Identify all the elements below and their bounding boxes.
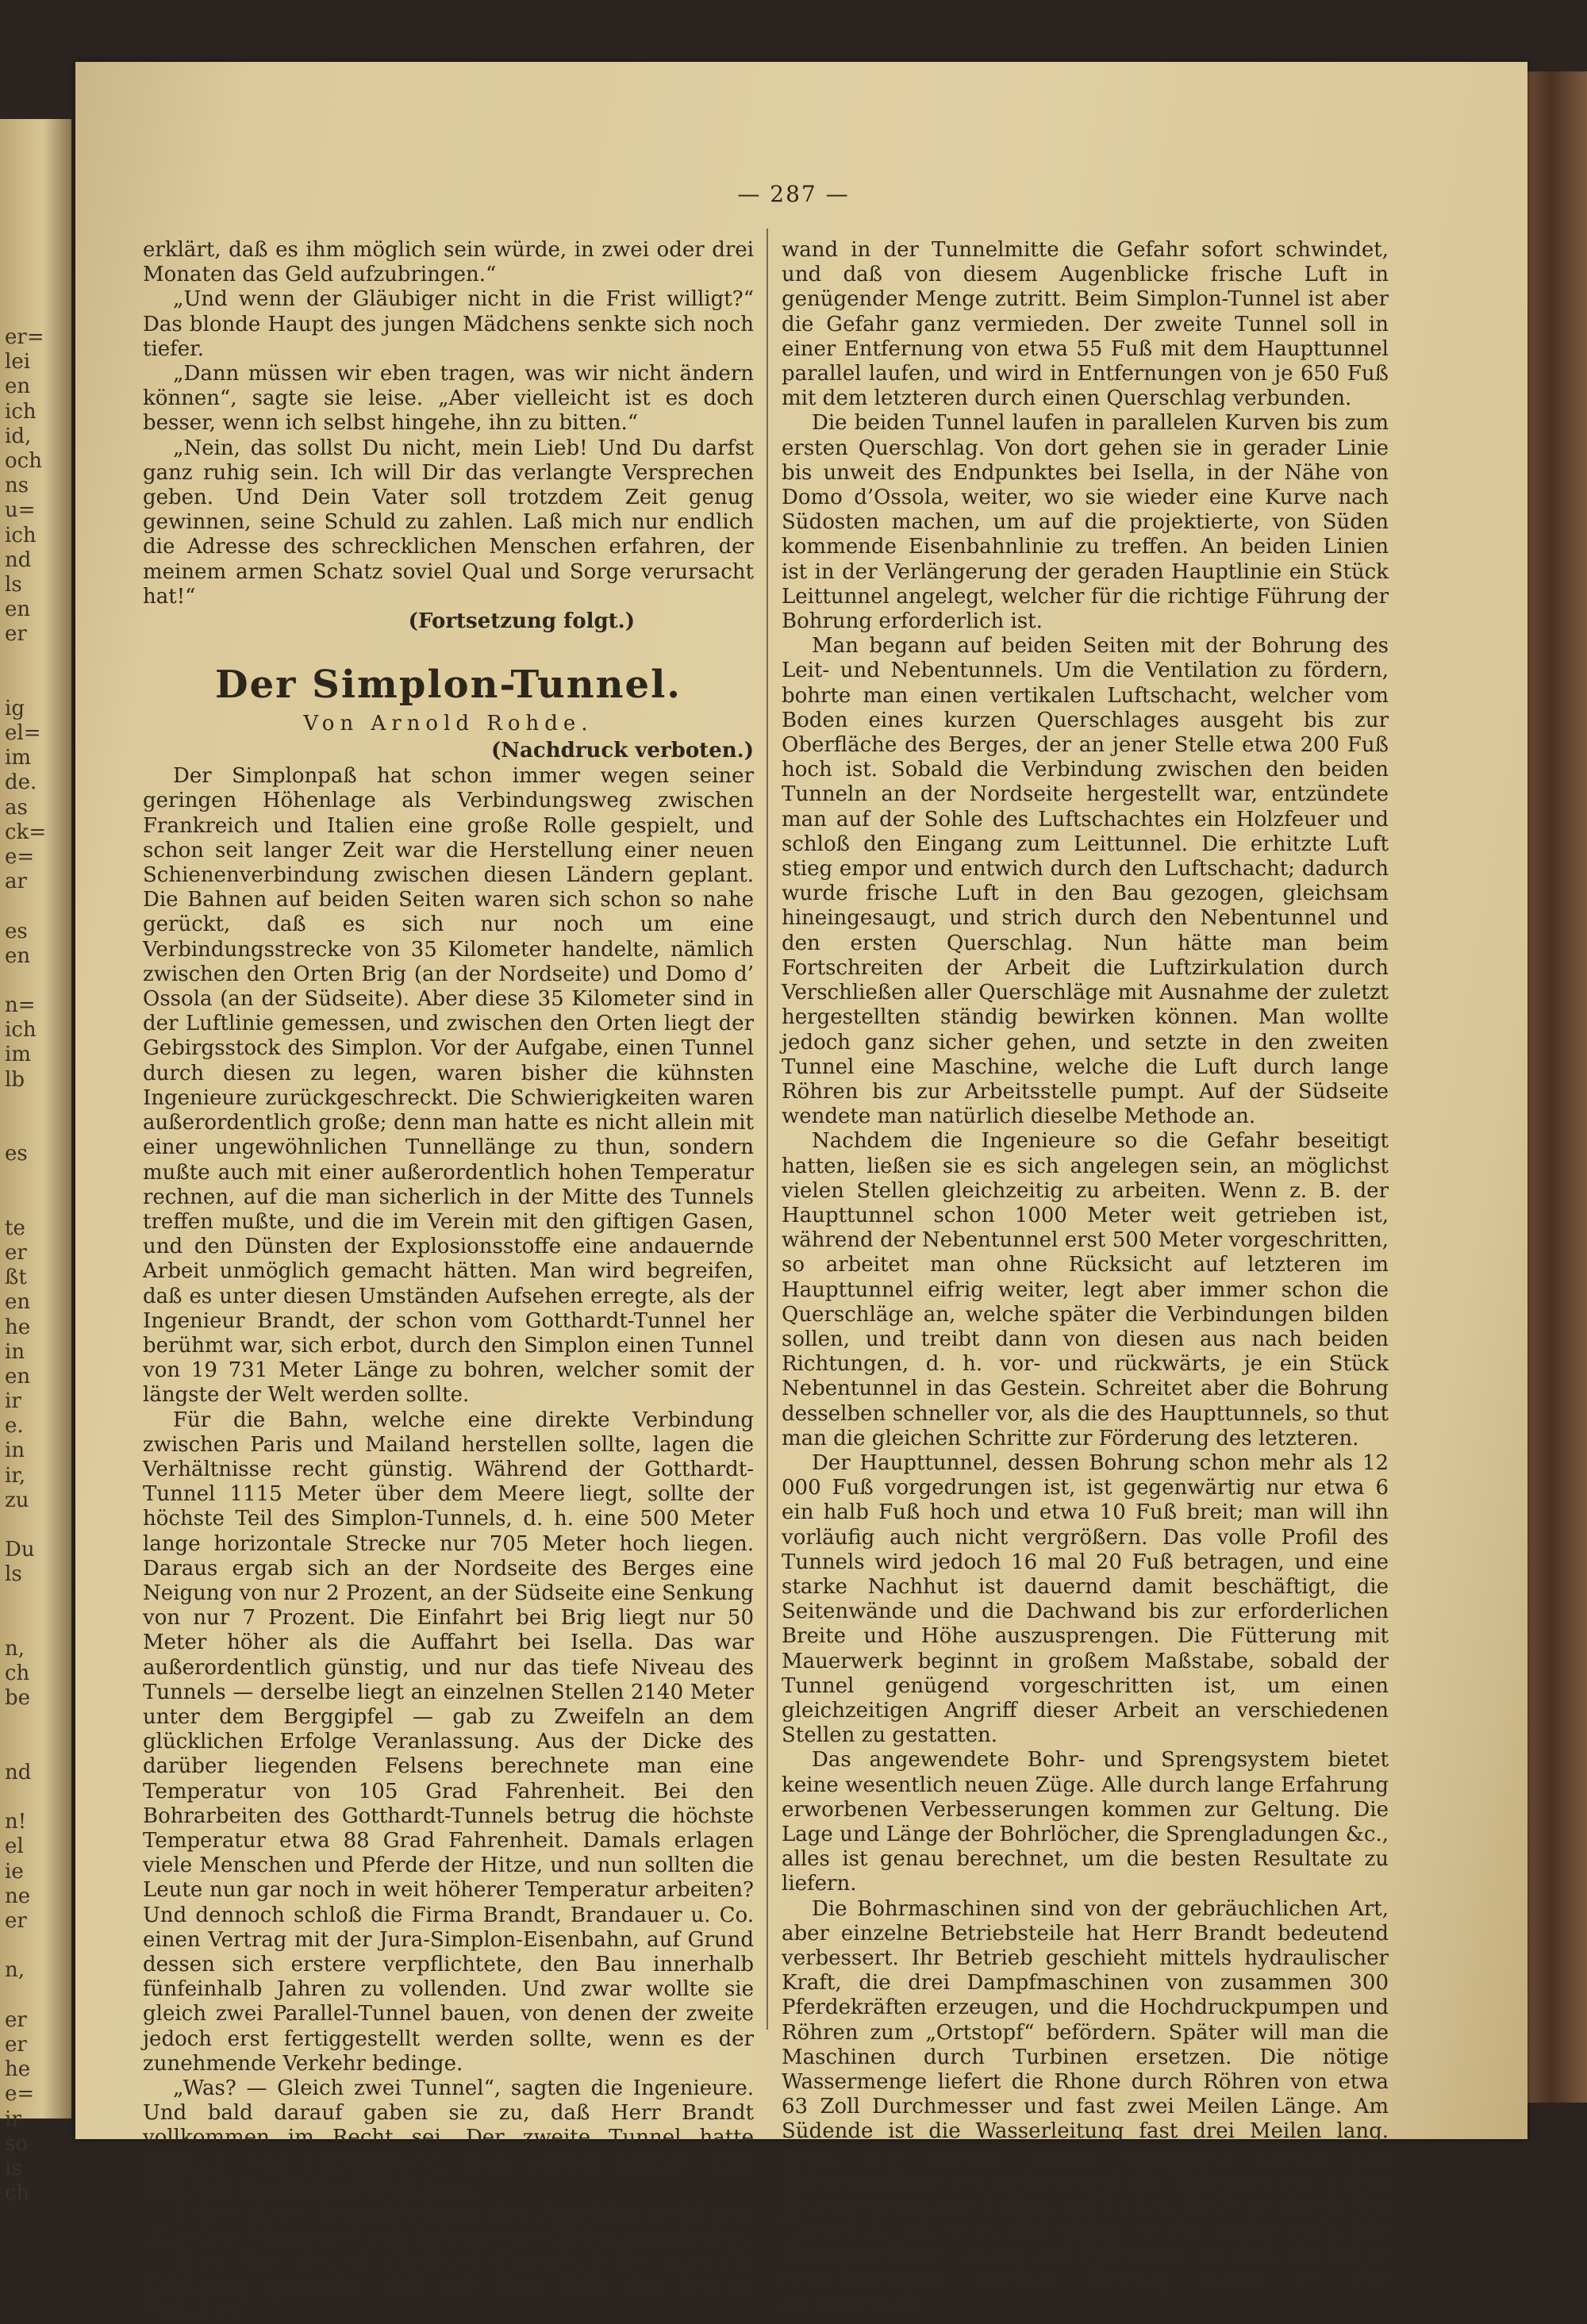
facing-page-line-fragment: er= [5, 325, 44, 349]
facing-page-line-fragment [5, 969, 68, 993]
facing-page-line-fragment: u= [5, 498, 36, 523]
facing-page-line-fragment: is [5, 2156, 22, 2180]
facing-page-line-fragment [5, 1736, 68, 1761]
facing-page-line-fragment: n, [5, 1958, 25, 1983]
facing-page-line-fragment: e= [5, 844, 35, 869]
facing-page-line-fragment: lb [5, 1067, 25, 1092]
facing-page-line-fragment [5, 1785, 68, 1810]
facing-page-line-fragment: en [5, 375, 31, 399]
continuation-note: (Fortsetzung folgt.) [408, 609, 635, 634]
reprint-note: (Nachdruck verboten.) [490, 739, 754, 763]
facing-page-line-fragment: ich [5, 399, 37, 424]
article-author: Von Arnold Rohde. [303, 712, 594, 736]
facing-page-line-fragment: im [5, 1043, 31, 1067]
facing-page-line-fragment [5, 1588, 68, 1612]
article-paragraph: Das angewendete Bohr- und Sprengsystem bietet keine wesentlich neuen Züge. Alle durch lange Erfahrung erworbenen Verbesserungen kommen zur Geltung. Die Lage und Länge der Bohrlöcher, die Sprengladungen &c., alles ist genau berechnet, um die besten Resultate zu liefern. [782, 1748, 1389, 1896]
article-title: Der Simplon-Tunnel. [214, 663, 682, 708]
column-rule [767, 229, 768, 2030]
article-paragraph: Der Simplonpaß hat schon immer wegen seiner geringen Höhenlage als Verbindungsweg zwischen Frankreich und Italien eine große Rolle gespielt, und schon seit langer Zeit war die Herstellung einer neuen Schienenverbindung zwischen diesen Ländern geplant. Die Bahnen auf beiden Seiten waren sich schon so nahe gerückt, daß es sich nur noch um eine Verbindungsstrecke von 35 Kilometer handelte, nämlich zwischen den Orten Brig (an der Nordseite) und Domo d’ Ossola (an der Südseite). Aber diese 35 Kilometer sind in der Luftlinie gemessen, und zwischen den Orten liegt der Gebirgsstock des Simplon. Vor der Aufgabe, einen Tunnel durch diesen zu legen, waren bisher die kühnsten Ingenieure zurückgeschreckt. Die Schwierigkeiten waren außerordentlich große; denn man hatte es nicht allein mit einer ungewöhnlichen Tunnellänge zu thun, sondern mußte auch mit einer außerordentlich hohen Temperatur rechnen, auf die man sicherlich in der Mitte des Tunnels treffen mußte, und die im Verein mit den giftigen Gasen, und den Dünsten der Explosionsstoffe eine andauernde Arbeit unmöglich gemacht hätten. Man wird begreifen, daß es unter diesen Umständen Aufsehen erregte, als der Ingenieur Brandt, der schon vom Gotthardt-Tunnel her berühmt war, sich erbot, durch den Simplon einen Tunnel von 19 731 Meter Länge zu bohren, welcher somit der längste der Welt werden sollte. [143, 764, 754, 1408]
facing-page-line-fragment: er [5, 2007, 27, 2032]
story-paragraph: erklärt, daß es ihm möglich sein würde, in zwei oder drei Monaten das Geld aufzubringen.“ [143, 238, 754, 287]
facing-page-line-fragment: he [5, 2057, 31, 2082]
facing-page-line-fragment: in [5, 1339, 25, 1364]
facing-page-line-fragment: ie [5, 1859, 24, 1884]
facing-page-line-fragment: as [5, 795, 28, 820]
facing-page-line-fragment: en [5, 597, 31, 622]
facing-page-line-fragment: ch [5, 1661, 30, 1686]
facing-page-line-fragment: ns [5, 474, 29, 498]
article-paragraph: Die Bohrmaschinen sind von der gebräuchlichen Art, aber einzelne Betriebsteile hat Herr Brandt bedeutend verbessert. Ihr Betrieb geschieht mittels hydraulischer Kraft, die drei Dampfmaschinen von zusammen 300 Pferdekräften erzeugen, und die Hochdruckpumpen und Röhren zum „Ortstopf“ befördern. Später will man die Maschinen durch Turbinen ersetzen. Die nötige Wassermenge liefert die Rhone durch Röhren von etwa 63 Zoll Durchmesser und fast zwei Meilen Länge. Am Südende ist die Wasserleitung fast drei Meilen lang. Wenn das Wasser seinen doppelten Zweck, die Bohrmaschinen zu treiben und die Trümmer nach dem Sprengen wegzuschaffen, erfüllt hat, fließt es durch den Tunnel ab, wo man, oft knietief, in ihm waten muß. Die Bohrmaschinen laufen auf Schienen, so daß sie leicht zurückgezogen werden können, wenn an der Arbeitsfläche [782, 1896, 1389, 2317]
article-body-left [143, 764, 754, 2324]
facing-page-line-fragment: er [5, 1909, 27, 1933]
facing-page-line-fragment: lei [5, 350, 31, 375]
article-paragraph: wand in der Tunnelmitte die Gefahr sofort schwindet, und daß von diesem Augenblicke frische Luft in genügender Menge zutritt. Beim Simplon-Tunnel ist aber die Gefahr ganz vermieden. Der zweite Tunnel soll in einer Entfernung von etwa 55 Fuß mit dem Haupttunnel parallel laufen, und wird in Entfernungen von je 650 Fuß mit dem letzteren durch einen Querschlag verbunden. [782, 238, 1389, 411]
facing-page-line-fragment: e= [5, 2082, 35, 2107]
story-paragraph: „Und wenn der Gläubiger nicht in die Frist willigt?“ Das blonde Haupt des jungen Mädchens senkte sich noch tiefer. [143, 287, 754, 361]
facing-page-line-fragment: so [5, 2131, 28, 2156]
facing-page-line-fragment: in [5, 1439, 25, 1463]
facing-page-line-fragment: zu [5, 1488, 29, 1512]
right-column [782, 238, 1389, 2318]
facing-page-edge [0, 119, 71, 2206]
facing-page-line-fragment: n= [5, 993, 36, 1018]
facing-page-line-fragment: he [5, 1315, 31, 1339]
facing-page-line-fragment: ir, [5, 1463, 26, 1488]
facing-page-line-fragment [5, 1166, 68, 1191]
facing-page-line-fragment: de. [5, 770, 37, 795]
article-paragraph: Nachdem die Ingenieure so die Gefahr beseitigt hatten, ließen sie es sich angelegen sein, an möglichst vielen Stellen gleichzeitig zu arbeiten. Wenn z. B. der Haupttunnel schon 1000 Meter weit getrieben ist, während der Nebentunnel erst 500 Meter vorgeschritten, so arbeitet man ohne Rücksicht auf letzteren im Haupttunnel eifrig weiter, legt aber immer schon die Querschläge an, welche später die Verbindungen bilden sollen, und treibt dann von diesen aus nach beiden Richtungen, d. h. vor- und rückwärts, je ein Stück Nebentunnel in das Gestein. Schreitet aber die Bohrung desselben schneller vor, als die des Haupttunnels, so thut man die gleichen Schritte zur Förderung des letzteren. [782, 1129, 1389, 1450]
facing-page-line-fragment: ich [5, 1018, 37, 1043]
facing-page-line-fragment: er [5, 622, 27, 647]
article-paragraph: Beim Bau des St. Gotthardt-Tunnels hatte man die Erfahrung gemacht, daß mit dem Falle der letzten Zwischen- [143, 2249, 754, 2323]
facing-page-line-fragment: ar [5, 870, 27, 894]
facing-page-line-fragment: id, [5, 424, 32, 448]
facing-page-line-fragment: en [5, 943, 31, 968]
facing-page-line-fragment: el [5, 1834, 24, 1859]
story-paragraph: „Dann müssen wir eben tragen, was wir nicht ändern können“, sagte sie leise. „Aber vielleicht ist es doch besser, wenn ich selbst hingehe, ihn zu bitten.“ [143, 362, 754, 436]
facing-page-line-fragment [5, 1192, 68, 1216]
facing-page-line-fragment: ir [5, 2107, 21, 2131]
left-column [143, 238, 754, 2324]
facing-page-line-fragment [5, 1612, 68, 1637]
facing-page-line-fragment: im [5, 746, 31, 770]
facing-page-line-fragment [5, 672, 68, 697]
facing-page-line-fragment: e. [5, 1414, 24, 1439]
article-paragraph: Für die Bahn, welche eine direkte Verbindung zwischen Paris und Mailand herstellen sollte, lagen die Verhältnisse recht günstig. Während der Gotthardt-Tunnel 1115 Meter über dem Meere liegt, sollte der höchste Teil des Simplon-Tunnels, d. h. eine 500 Meter lange horizontale Strecke nur 705 Meter hoch liegen. Daraus ergab sich an der Nordseite des Berges eine Neigung von nur 2 Prozent, an der Südseite eine Senkung von nur 7 Prozent. Die Einfahrt bei Brig liegt nur 50 Meter höher als die Auffahrt bei Isella. Das war außerordentlich günstig, und nur das tiefe Niveau des Tunnels — derselbe liegt an einzelnen Stellen 2140 Meter unter dem Berggipfel — gab zu Zweifeln an dem glücklichen Erfolge Veranlassung. Aus der Dicke des darüber liegenden Felsens berechnete man eine Temperatur von 105 Grad Fahrenheit. Bei den Bohrarbeiten des Gotthardt-Tunnels betrug die höchste Temperatur etwa 88 Grad Fahrenheit. Damals erlagen viele Menschen und Pferde der Hitze, und nun sollten die Leute nun gar noch in weit höherer Temperatur arbeiten? Und dennoch schloß die Firma Brandt, Brandauer u. Co. einen Vertrag mit der Jura-Simplon-Eisenbahn, auf Grund dessen sich erstere verpflichtete, den Bau innerhalb fünfeinhalb Jahren zu vollenden. Und zwar wollte sie gleich zwei Parallel-Tunnel bauen, von denen der zweite jedoch erst fertiggestellt werden sollte, wenn es der zunehmende Verkehr bedinge. [143, 1408, 754, 2076]
facing-page-line-fragment: ck= [5, 820, 47, 844]
page-number: — 287 — [737, 181, 850, 207]
article-paragraph: Man begann auf beiden Seiten mit der Bohrung des Leit- und Nebentunnels. Um die Ventilation zu fördern, bohrte man einen vertikalen Luftschacht, welcher vom Boden eines kurzen Querschlages ausgeht bis zur Oberfläche des Berges, der an jener Stelle etwa 200 Fuß hoch ist. Sobald die Verbindung zwischen den beiden Tunneln an der Nordseite hergestellt war, entzündete man auf der Sohle des Luftschachtes ein Holzfeuer und schloß den Eingang zum Leittunnel. Die erhitzte Luft stieg empor und entwich durch den Luftschacht; dadurch wurde frische Luft in den Bau gezogen, gleichsam hineingesaugt, und strich durch den Nebentunnel und den ersten Querschlag. Nun hätte man beim Fortschreiten der Arbeit die Luftzirkulation durch Verschließen aller Querschläge mit Ausnahme der zuletzt hergestellten ständig bewirken können. Man wollte jedoch ganz sicher gehen, und setzte in den zweiten Tunnel eine Maschine, welche die Luft durch lange Röhren bis zur Arbeitsstelle pumpt. Auf der Südseite wendete man natürlich dieselbe Methode an. [782, 634, 1389, 1129]
facing-page-line-fragment: n, [5, 1636, 25, 1661]
facing-page-line-fragment: en [5, 1290, 31, 1315]
facing-page-line-fragment: ch [5, 2181, 30, 2206]
article-paragraph: Der Haupttunnel, dessen Bohrung schon mehr als 12 000 Fuß vorgedrungen ist, ist gegenwärtig nur etwa 6 ein halb Fuß hoch und etwa 10 Fuß breit; man will ihn vorläufig auch nicht vergrößern. Das volle Profil des Tunnels wird jedoch 16 mal 20 Fuß betragen, und eine starke Nachhut ist dauernd damit beschäftigt, die Seitenwände und die Dachwand bis zur erforderlichen Breite und Höhe auszusprengen. Die Fütterung mit Mauerwerk beginnt in großem Maßstabe, sobald der Tunnel genügend vorgeschritten ist, um einen gleichzeitigen Angriff dieser Arbeit an verschiedenen Stellen zu gestatten. [782, 1450, 1389, 1748]
facing-page-line-fragment: es [5, 1142, 28, 1166]
facing-page-line-fragment [5, 894, 68, 919]
facing-page-line-fragment: ßt [5, 1266, 27, 1290]
article-paragraph: „Was? — Gleich zwei Tunnel“, sagten die Ingenieure. Und bald darauf gaben sie zu, daß Herr Brandt vollkommen im Recht sei. Der zweite Tunnel hatte nämlich den Hauptzweck, dem ersten frische Luft während des Baues zuzuführen. [143, 2076, 754, 2199]
facing-page-line-fragment: nd [5, 1760, 32, 1784]
facing-page-line-fragment [5, 1093, 68, 1117]
facing-page-line-fragment: ir [5, 1389, 21, 1414]
facing-page-line-fragment [5, 1934, 68, 1958]
story-paragraph: „Nein, das sollst Du nicht, mein Lieb! Und Du darfst ganz ruhig sein. Ich will Dir das verlangte Versprechen geben. Und Dein Vater soll trotzdem Zeit genug gewinnen, seine Schuld zu zahlen. Laß mich nur endlich die Adresse des schrecklichen Menschen erfahren, der meinem armen Schatz soviel Qual und Sorge verursacht hat!“ [143, 436, 754, 609]
facing-page-line-fragment: er [5, 1240, 27, 1265]
facing-page-line-fragment: te [5, 1216, 25, 1240]
facing-page-line-fragment: ig [5, 696, 25, 720]
article-paragraph: Ueber diese Verwirklichung des Projektes weiß nun „Cassiers Magazine“ sehr interessante Daten mitzuteilen. [143, 2200, 754, 2249]
facing-page-line-fragment: nd [5, 547, 32, 572]
facing-page-line-fragment: och [5, 448, 42, 473]
story-end [143, 238, 754, 609]
facing-page-line-fragment: be [5, 1686, 31, 1711]
facing-page-line-fragment [5, 647, 68, 671]
facing-page-fragments [5, 325, 68, 2206]
facing-page-line-fragment [5, 1513, 68, 1538]
facing-page-line-fragment: ls [5, 572, 22, 597]
article-paragraph: Die beiden Tunnel laufen in parallelen Kurven bis zum ersten Querschlag. Von dort gehen sie in gerader Linie bis unweit des Endpunktes bei Isella, in der Nähe von Domo d’Ossola, weiter, wo sie wieder eine Kurve nach Südosten machen, um auf die projektierte, von Süden kommende Eisenbahnlinie zu treffen. An beiden Linien ist in der Verlängerung der geraden Hauptlinie ein Stück Leittunnel angelegt, welcher für die richtige Führung der Bohrung erforderlich ist. [782, 411, 1389, 634]
facing-page-line-fragment: n! [5, 1810, 27, 1834]
facing-page-line-fragment: ne [5, 1884, 31, 1908]
facing-page-line-fragment [5, 1711, 68, 1736]
facing-page-line-fragment [5, 1117, 68, 1142]
facing-page-line-fragment: es [5, 919, 28, 943]
facing-page-line-fragment: ls [5, 1562, 22, 1587]
facing-page-line-fragment: ich [5, 523, 37, 547]
facing-page-line-fragment: Du [5, 1538, 35, 1562]
facing-page-line-fragment: en [5, 1364, 31, 1389]
book-spine [1527, 71, 1587, 2103]
facing-page-line-fragment [5, 1984, 68, 2008]
facing-page-line-fragment: el= [5, 721, 41, 745]
facing-page-line-fragment: er [5, 2032, 27, 2057]
